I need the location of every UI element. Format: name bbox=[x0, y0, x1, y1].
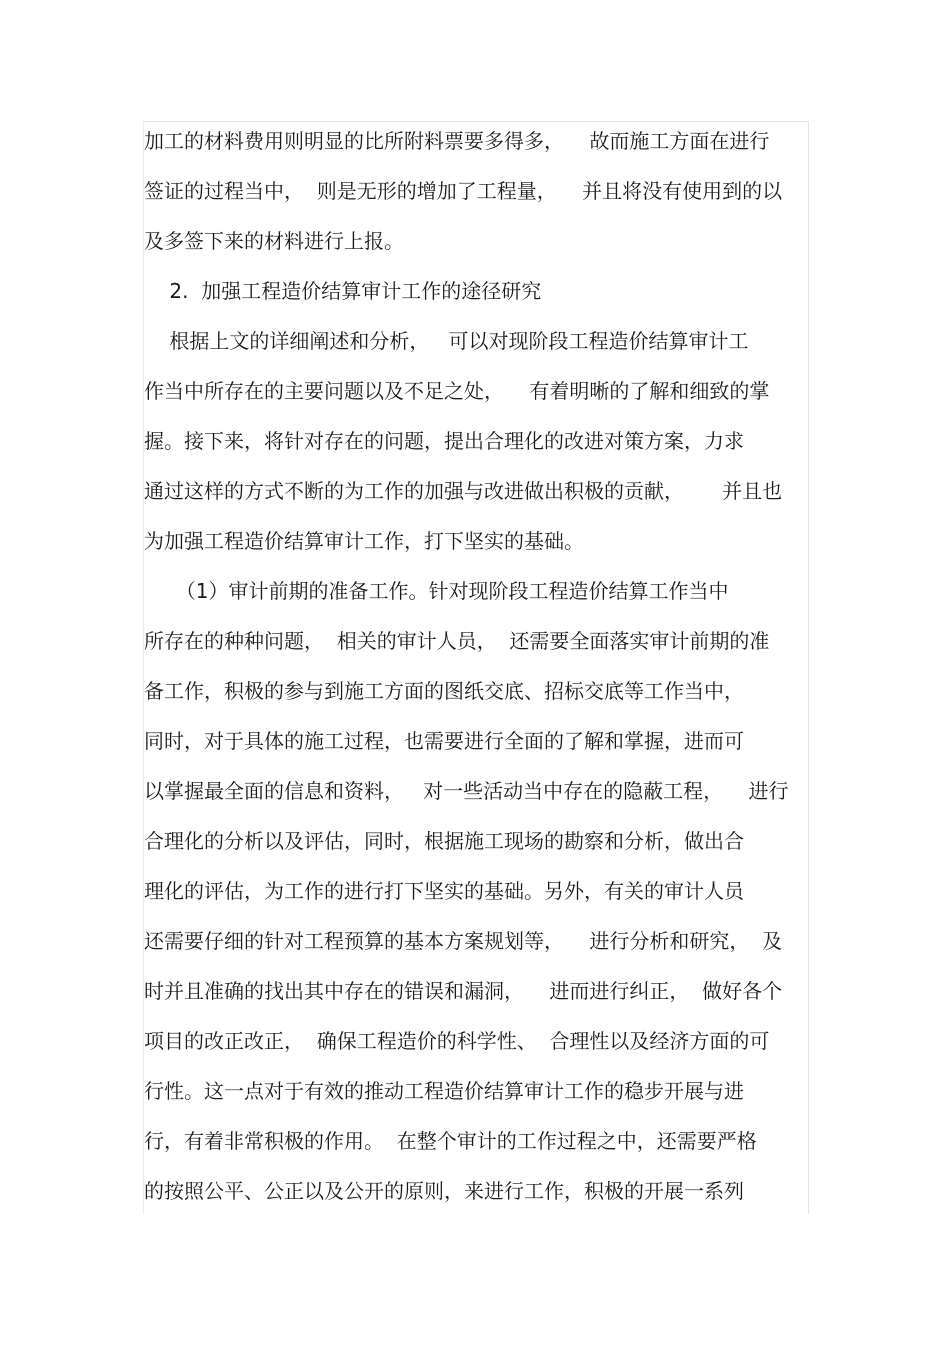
text-line: 合理化的分析以及评估，同时，根据施工现场的勘察和分析，做出合 bbox=[144, 829, 744, 853]
text-line: 为加强工程造价结算审计工作，打下坚实的基础。 bbox=[144, 529, 584, 553]
text-line: 还需要仔细的针对工程预算的基本方案规划等， 进行分析和研究， 及 bbox=[144, 929, 783, 953]
text-line: 通过这样的方式不断的为工作的加强与改进做出积极的贡献， 并且也 bbox=[144, 479, 783, 503]
text-line: 作当中所存在的主要问题以及不足之处， 有着明晰的了解和细致的掌 bbox=[144, 379, 770, 403]
text-line: 的按照公平、公正以及公开的原则，来进行工作，积极的开展一系列 bbox=[144, 1179, 744, 1203]
section-heading: 2. 加强工程造价结算审计工作的途径研究 bbox=[144, 279, 542, 303]
text-line: 握。接下来，将针对存在的问题，提出合理化的改进对策方案，力求 bbox=[144, 429, 744, 453]
text-line: 加工的材料费用则明显的比所附料票要多得多， 故而施工方面在进行 bbox=[144, 129, 770, 153]
text-line: 以掌握最全面的信息和资料， 对一些活动当中存在的隐蔽工程， 进行 bbox=[144, 779, 789, 803]
text-line: 及多签下来的材料进行上报。 bbox=[144, 229, 404, 253]
text-line: 备工作，积极的参与到施工方面的图纸交底、招标交底等工作当中， bbox=[144, 679, 744, 703]
text-line: 时并且准确的找出其中存在的错误和漏洞， 进而进行纠正， 做好各个 bbox=[144, 979, 783, 1003]
text-line: 同时，对于具体的施工过程，也需要进行全面的了解和掌握，进而可 bbox=[144, 729, 744, 753]
text-line: 项目的改正改正， 确保工程造价的科学性、 合理性以及经济方面的可 bbox=[144, 1029, 770, 1053]
text-line: 理化的评估，为工作的进行打下坚实的基础。另外，有关的审计人员 bbox=[144, 879, 744, 903]
text-line: 签证的过程当中， 则是无形的增加了工程量， 并且将没有使用到的以 bbox=[144, 179, 783, 203]
text-line: 所存在的种种问题， 相关的审计人员， 还需要全面落实审计前期的准 bbox=[144, 629, 770, 653]
text-line: 行，有着非常积极的作用。 在整个审计的工作过程之中，还需要严格 bbox=[144, 1129, 757, 1153]
text-line: 行性。这一点对于有效的推动工程造价结算审计工作的稳步开展与进 bbox=[144, 1079, 744, 1103]
text-line: 根据上文的详细阐述和分析， 可以对现阶段工程造价结算审计工 bbox=[144, 329, 749, 353]
subsection-line: （1）审计前期的准备工作。针对现阶段工程造价结算工作当中 bbox=[144, 579, 729, 603]
